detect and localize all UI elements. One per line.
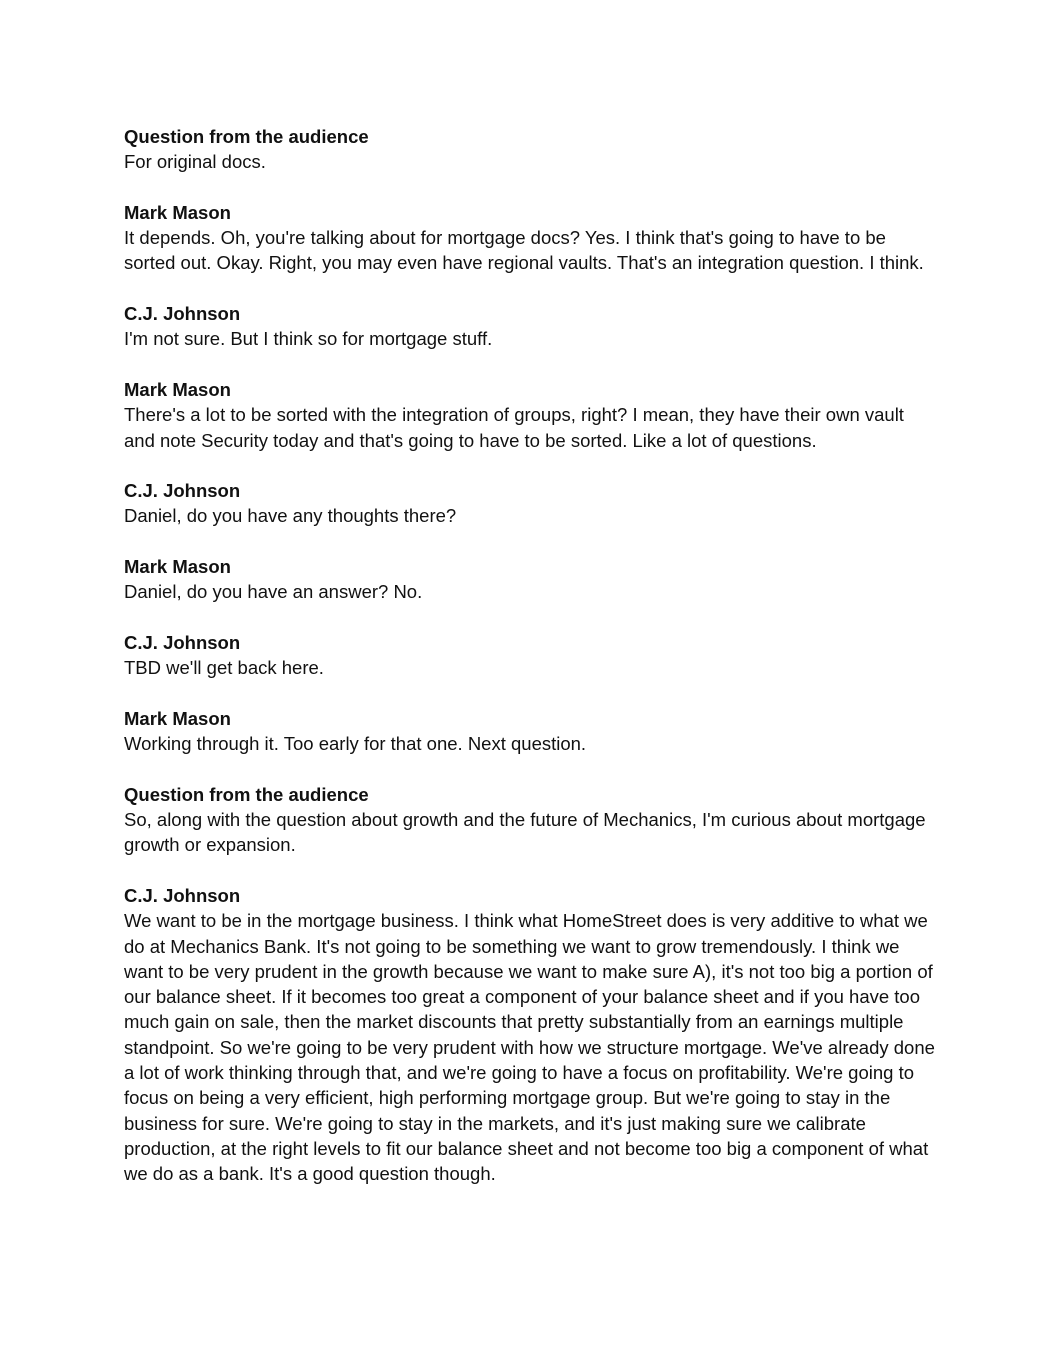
speaker-name: C.J. Johnson (124, 480, 241, 502)
speaker-name: Mark Mason (124, 556, 231, 578)
speaker-name: C.J. Johnson (124, 303, 241, 325)
speaker-name: C.J. Johnson (124, 884, 241, 906)
speaker-name: Mark Mason (124, 201, 231, 223)
speech-text: Daniel, do you have an answer? No. (124, 581, 423, 603)
speaker-name: C.J. Johnson (124, 631, 241, 653)
speech-text: I'm not sure. But I think so for mortgage stuff. (124, 328, 493, 350)
transcript-page (124, 124, 936, 1212)
speech-text: Working through it. Too early for that one. Next question. (124, 733, 587, 755)
speech-text: So, along with the question about growth and the future of Mechanics, I'm curious about mortgage growth or expansion. (124, 809, 926, 856)
transcript-entry (124, 706, 936, 757)
transcript-entry (124, 883, 936, 1187)
speech-text: Daniel, do you have any thoughts there? (124, 505, 457, 527)
transcript-entry (124, 554, 936, 605)
speaker-name: Question from the audience (124, 783, 369, 805)
speaker-name: Mark Mason (124, 378, 231, 400)
speaker-name: Mark Mason (124, 707, 231, 729)
speech-text: TBD we'll get back here. (124, 657, 324, 679)
transcript-entry (124, 478, 936, 529)
transcript-entry (124, 377, 936, 453)
speech-text: For original docs. (124, 151, 266, 173)
speech-text: There's a lot to be sorted with the integration of groups, right? I mean, they have their own vault and note Security today and that's going to have to be sorted. Like a lot of questions. (124, 404, 904, 451)
transcript-entry (124, 782, 936, 858)
speech-text: It depends. Oh, you're talking about for mortgage docs? Yes. I think that's going to have to be sorted out. Okay. Right, you may even have regional vaults. That's an integration question. I think. (124, 227, 924, 274)
speaker-name: Question from the audience (124, 126, 369, 147)
transcript-entry (124, 124, 936, 175)
transcript-entry (124, 630, 936, 681)
speech-text: We want to be in the mortgage business. I think what HomeStreet does is very additive to what we do at Mechanics Bank. It's not going to be something we want to grow tremendously. I think we want to be very prudent in the growth because we want to make sure A), it's not too big a portion of our balance sheet. If it becomes too great a component of your balance sheet and if you have too much gain on sale, then the market discounts that pretty substantially from an earnings multiple standpoint. So we're going to be very prudent with how we structure mortgage. We've already done a lot of work thinking through that, and we're going to have a focus on profitability. We're going to focus on being a very efficient, high performing mortgage group. But we're going to stay in the business for sure. We're going to stay in the markets, and it's just making sure we calibrate production, at the right levels to fit our balance sheet and not become too big a component of what we do as a bank. It's a good question though. (124, 910, 935, 1185)
transcript-entry (124, 200, 936, 276)
transcript-entry (124, 301, 936, 352)
